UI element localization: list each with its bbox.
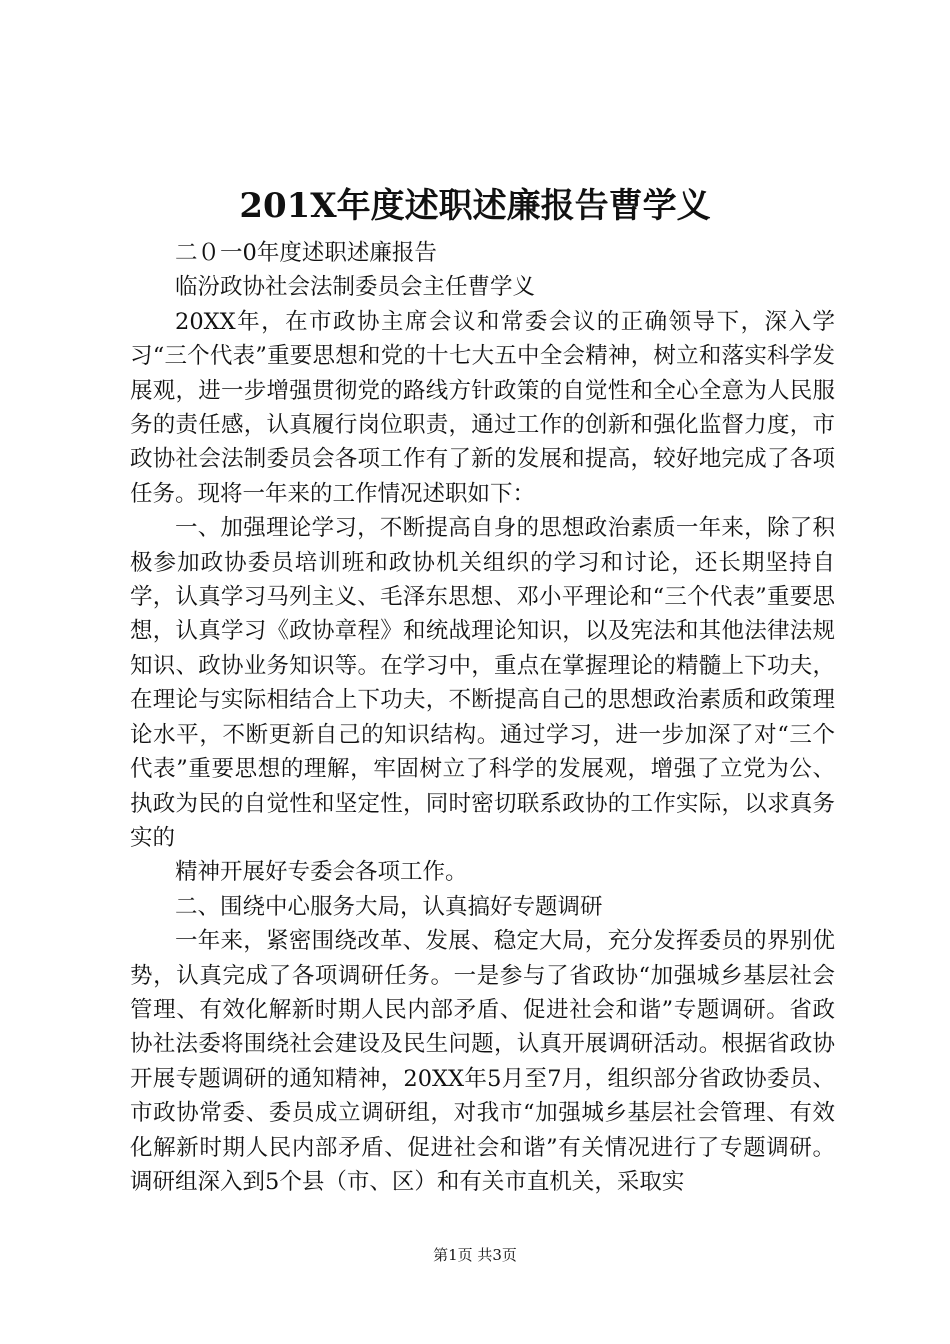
paragraph-intro: 20XX年，在市政协主席会议和常委会议的正确领导下，深入学习“三个代表”重要思想和党的十七大五中全会精神，树立和落实科学发展观，进一步增强贯彻党的路线方针政策的自觉性和全心全意为人民服务的责任感，认真履行岗位职责，通过工作的创新和强化监督力度，市政协社会法制委员会各项工作有了新的发展和提高，较好地完成了各项任务。现将一年来的工作情况述职如下： [130, 308, 835, 507]
document-body [130, 236, 835, 1199]
paragraph-section-two-heading: 二、围绕中心服务大局，认真搞好专题调研 [175, 893, 603, 920]
paragraph-section-one: 一、加强理论学习，不断提高自身的思想政治素质一年来，除了积极参加政协委员培训班和政协机关组织的学习和讨论，还长期坚持自学，认真学习马列主义、毛泽东思想、邓小平理论和“三个代表”重要思想，认真学习《政协章程》和统战理论知识，以及宪法和其他法律法规知识、政协业务知识等。在学习中，重点在掌握理论的精髓上下功夫，在理论与实际相结合上下功夫，不断提高自己的思想政治素质和政策理论水平，不断更新自己的知识结构。通过学习，进一步加深了对“三个代表”重要思想的理解，牢固树立了科学的发展观，增强了立党为公、执政为民的自觉性和坚定性，同时密切联系政协的工作实际，以求真务实的 [130, 515, 835, 851]
paragraph-section-two-body: 一年来，紧密围绕改革、发展、稳定大局，充分发挥委员的界别优势，认真完成了各项调研任务。一是参与了省政协“加强城乡基层社会管理、有效化解新时期人民内部矛盾、促进社会和谐”专题调研。省政协社法委将围绕社会建设及民生问题，认真开展调研活动。根据省政协开展专题调研的通知精神，20XX年5月至7月，组织部分省政协委员、市政协常委、委员成立调研组，对我市“加强城乡基层社会管理、有效化解新时期人民内部矛盾、促进社会和谐”有关情况进行了专题调研。调研组深入到5个县（市、区）和有关市直机关，采取实 [130, 928, 835, 1195]
paragraph-author-line: 临汾政协社会法制委员会主任曹学义 [175, 274, 536, 301]
document-title: 201X年度述职述廉报告曹学义 [239, 186, 711, 226]
paragraph-section-one-continued: 精神开展好专委会各项工作。 [175, 859, 468, 886]
page-number-footer: 第1页 共3页 [433, 1246, 517, 1264]
paragraph-report-heading: 二０一0年度述职述廉报告 [175, 240, 437, 266]
